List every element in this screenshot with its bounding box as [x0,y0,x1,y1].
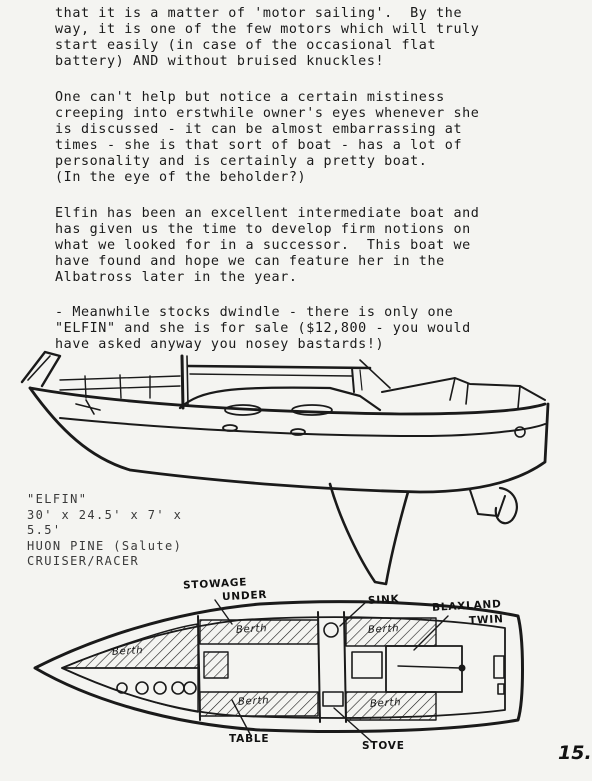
label-berth-saloon-port: Berth [235,623,268,636]
paragraph-intermediate-boat: Elfin has been an excellent intermediate boat and has given us the time to develop firm notions on what we looked for in a successor. This boat we have found and hope we can feature her in the Albatross later in the year. [55,206,480,285]
label-sink: SINK [367,593,400,607]
label-twin: TWIN [468,613,504,627]
label-berth-saloon-starboard: Berth [237,695,270,708]
label-berth-quarter-starboard: Berth [369,697,402,710]
label-stowage: STOWAGE [182,576,248,592]
label-berth-quarter-port: Berth [367,623,400,636]
paragraph-mistiness: One can't help but notice a certain mistiness creeping into erstwhile owner's eyes whenever she is discussed - it can be almost embarrassing at times - she is that sort of boat - has a lot of personality and is certainly a pretty boat. (In the eye of the beholder?) [55,90,480,185]
label-stove: STOVE [362,740,405,752]
paragraph-motor-sailing: that it is a matter of 'motor sailing'. By the way, it is one of the few motors which will truly start easily (in case of the occasional flat battery) AND without bruised knuckles! [55,6,480,69]
page-number: 15. [558,742,592,764]
boat-specs-caption: "ELFIN" 30' x 24.5' x 7' x 5.5' HUON PINE (Salute) CRUISER/RACER [27,492,183,568]
label-berth-forward: Berth [111,645,144,658]
label-blaxland: BLAXLAND [431,598,502,614]
label-under: UNDER [221,588,268,604]
paragraph-for-sale: - Meanwhile stocks dwindle - there is only one "ELFIN" and she is for sale ($12,800 - you would have asked anyway you nosey bastards!) [55,305,471,352]
label-table: TABLE [229,733,270,745]
